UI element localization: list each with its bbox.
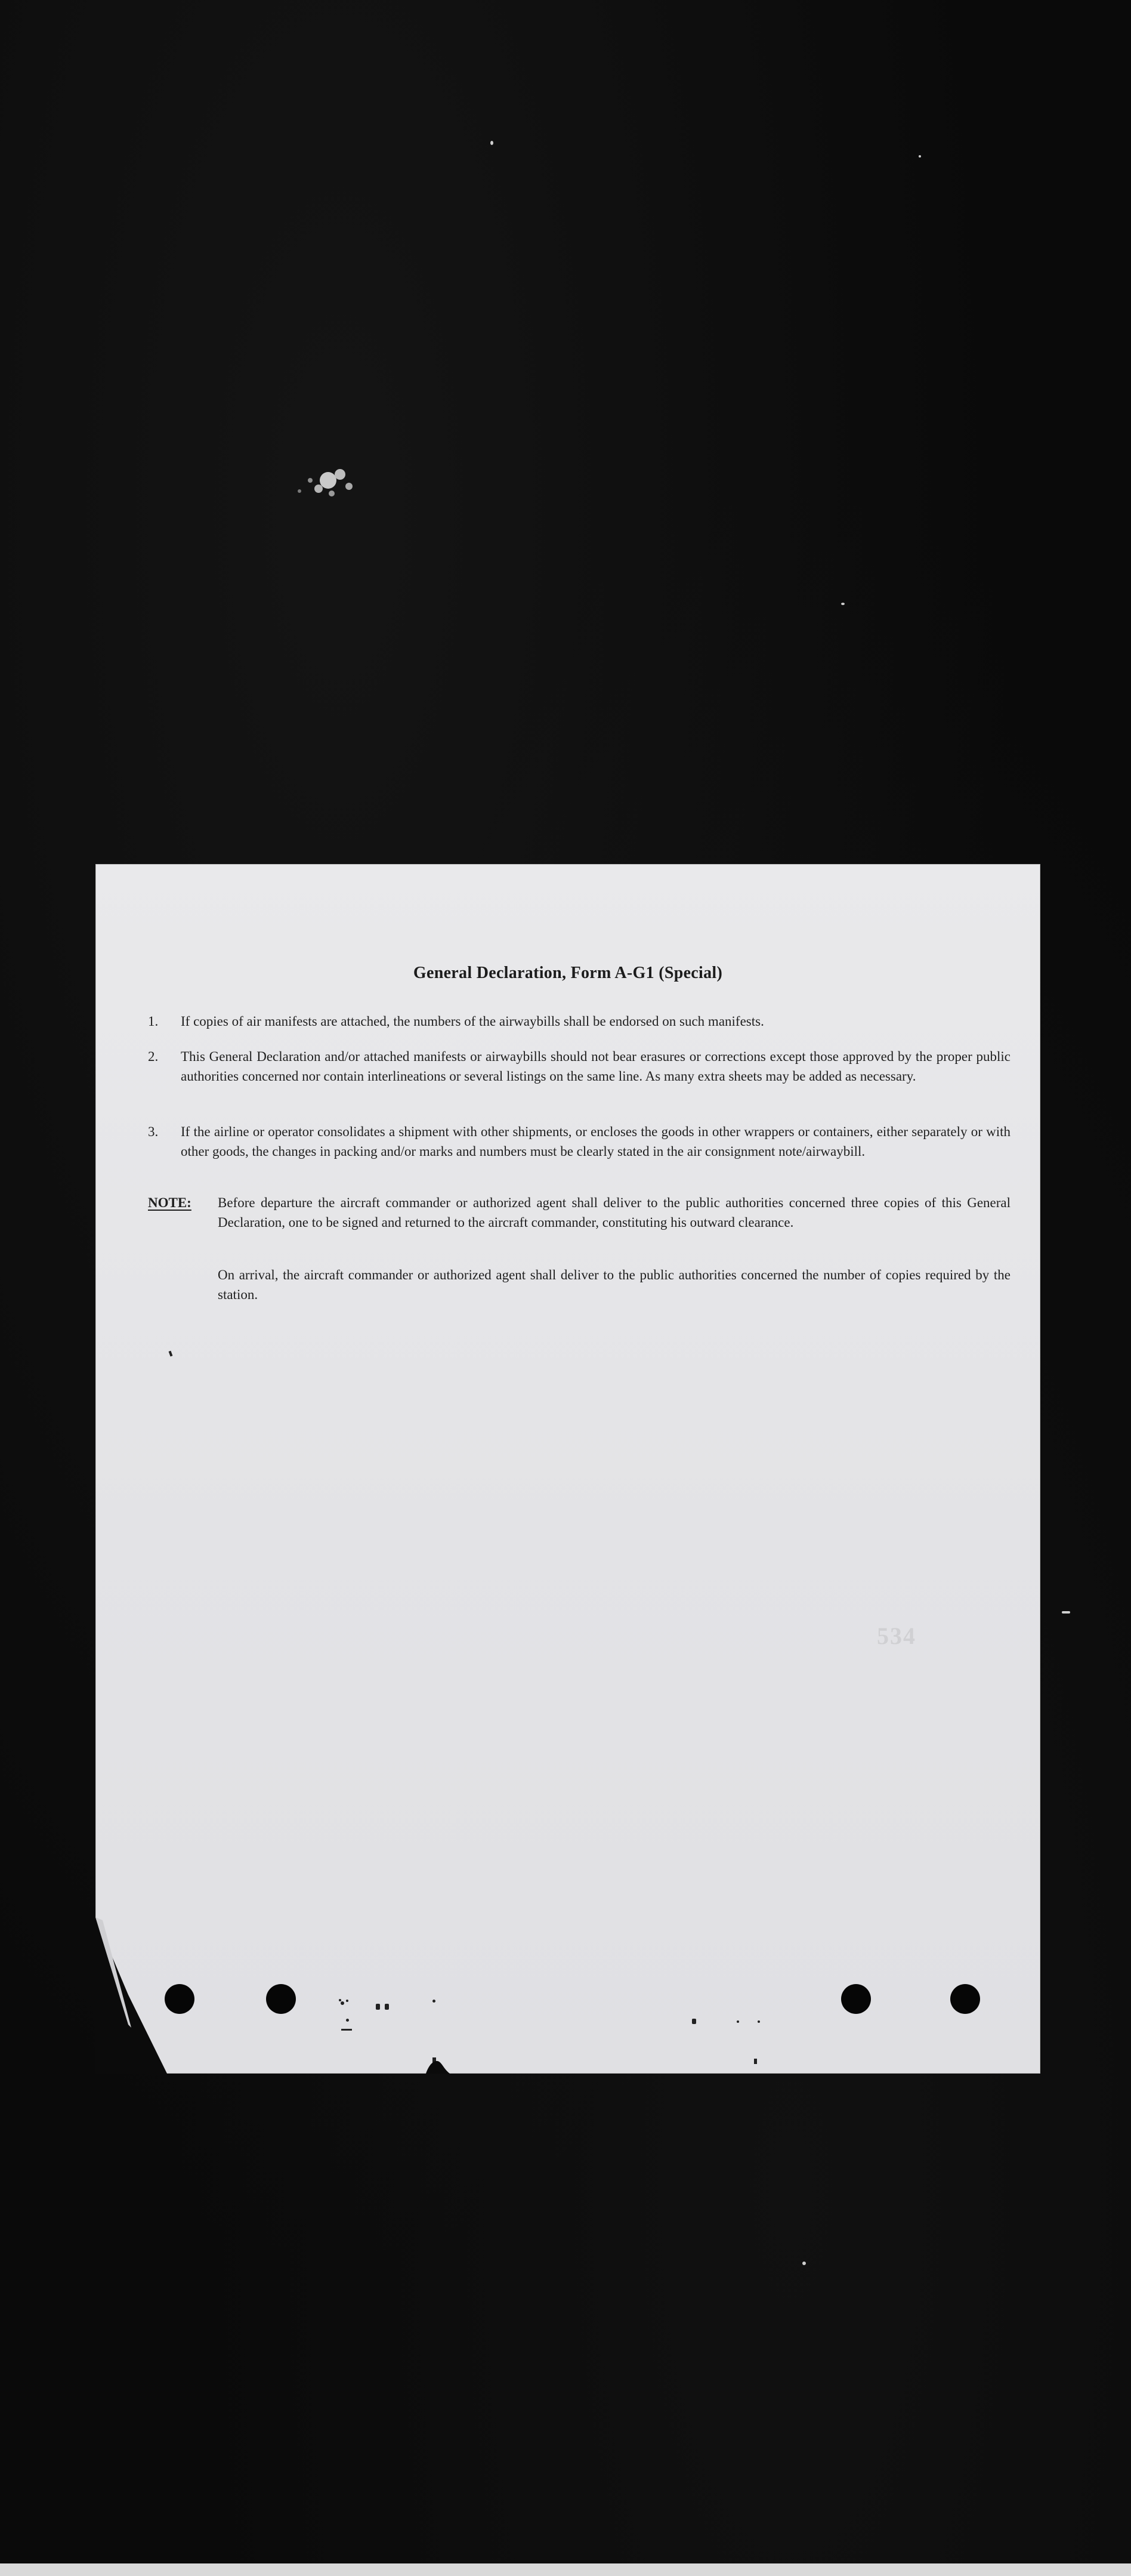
note-paragraph: Before departure the aircraft commander or authorized agent shall deliver to the public authorities concerned three copies of this General Declaration, one to be signed and returned to the aircraft commander, constituting his outward clearance. bbox=[218, 1195, 1011, 1230]
ink-mark bbox=[754, 2059, 757, 2064]
ink-mark bbox=[376, 2004, 380, 2010]
document-page bbox=[95, 864, 1040, 2074]
item-number: 1. bbox=[148, 1014, 159, 1029]
document-title: General Declaration, Form A-G1 (Special) bbox=[413, 964, 723, 982]
scan-edge-strip bbox=[0, 2563, 1131, 2576]
torn-notch bbox=[426, 2054, 450, 2074]
ink-mark bbox=[346, 2019, 349, 2022]
punch-hole bbox=[841, 1984, 871, 2014]
ink-mark bbox=[737, 2020, 739, 2023]
dust-speck bbox=[1062, 1611, 1070, 1614]
punch-hole bbox=[266, 1984, 296, 2014]
ink-mark bbox=[339, 1999, 341, 2001]
punch-hole bbox=[165, 1984, 194, 2014]
dust-blot bbox=[292, 462, 364, 504]
instruction-item bbox=[148, 1047, 1011, 1086]
item-text: If the airline or operator consolidates a shipment with other shipments, or encloses the goods in other wrappers or containers, either separately or with other goods, the changes in packing and/or marks and numbers must be clearly stated in the air consignment note/airwaybill. bbox=[181, 1124, 1011, 1159]
ink-mark bbox=[385, 2004, 389, 2010]
ink-mark bbox=[341, 2001, 344, 2005]
page-number-stamp: 534 bbox=[877, 1622, 916, 1649]
note-paragraph: On arrival, the aircraft commander or authorized agent shall deliver to the public authorities concerned the number of copies required by the station. bbox=[218, 1267, 1011, 1302]
item-number: 2. bbox=[148, 1049, 159, 1064]
dust-speck bbox=[841, 603, 845, 605]
punch-hole bbox=[950, 1984, 980, 2014]
ink-mark bbox=[432, 2000, 435, 2003]
ink-mark bbox=[692, 2019, 696, 2024]
note-label: NOTE: bbox=[148, 1195, 191, 1210]
dust-speck bbox=[490, 141, 493, 145]
instruction-item bbox=[148, 1011, 1011, 1031]
item-text: If copies of air manifests are attached, the numbers of the airwaybills shall be endorsed on such manifests. bbox=[181, 1014, 764, 1029]
dust-speck bbox=[919, 155, 921, 158]
ink-mark bbox=[341, 2029, 352, 2031]
item-text: This General Declaration and/or attached manifests or airwaybills should not bear erasures or corrections except those approved by the proper public authorities concerned nor contain interlineations or several listings on the same line. As many extra sheets may be added as necessary. bbox=[181, 1049, 1011, 1084]
ink-mark bbox=[169, 1351, 173, 1357]
folded-corner bbox=[95, 1917, 167, 2074]
ink-mark bbox=[758, 2020, 760, 2023]
item-number: 3. bbox=[148, 1124, 159, 1139]
ink-mark bbox=[346, 2000, 348, 2002]
dust-speck bbox=[802, 2262, 806, 2265]
instruction-item bbox=[148, 1122, 1011, 1161]
